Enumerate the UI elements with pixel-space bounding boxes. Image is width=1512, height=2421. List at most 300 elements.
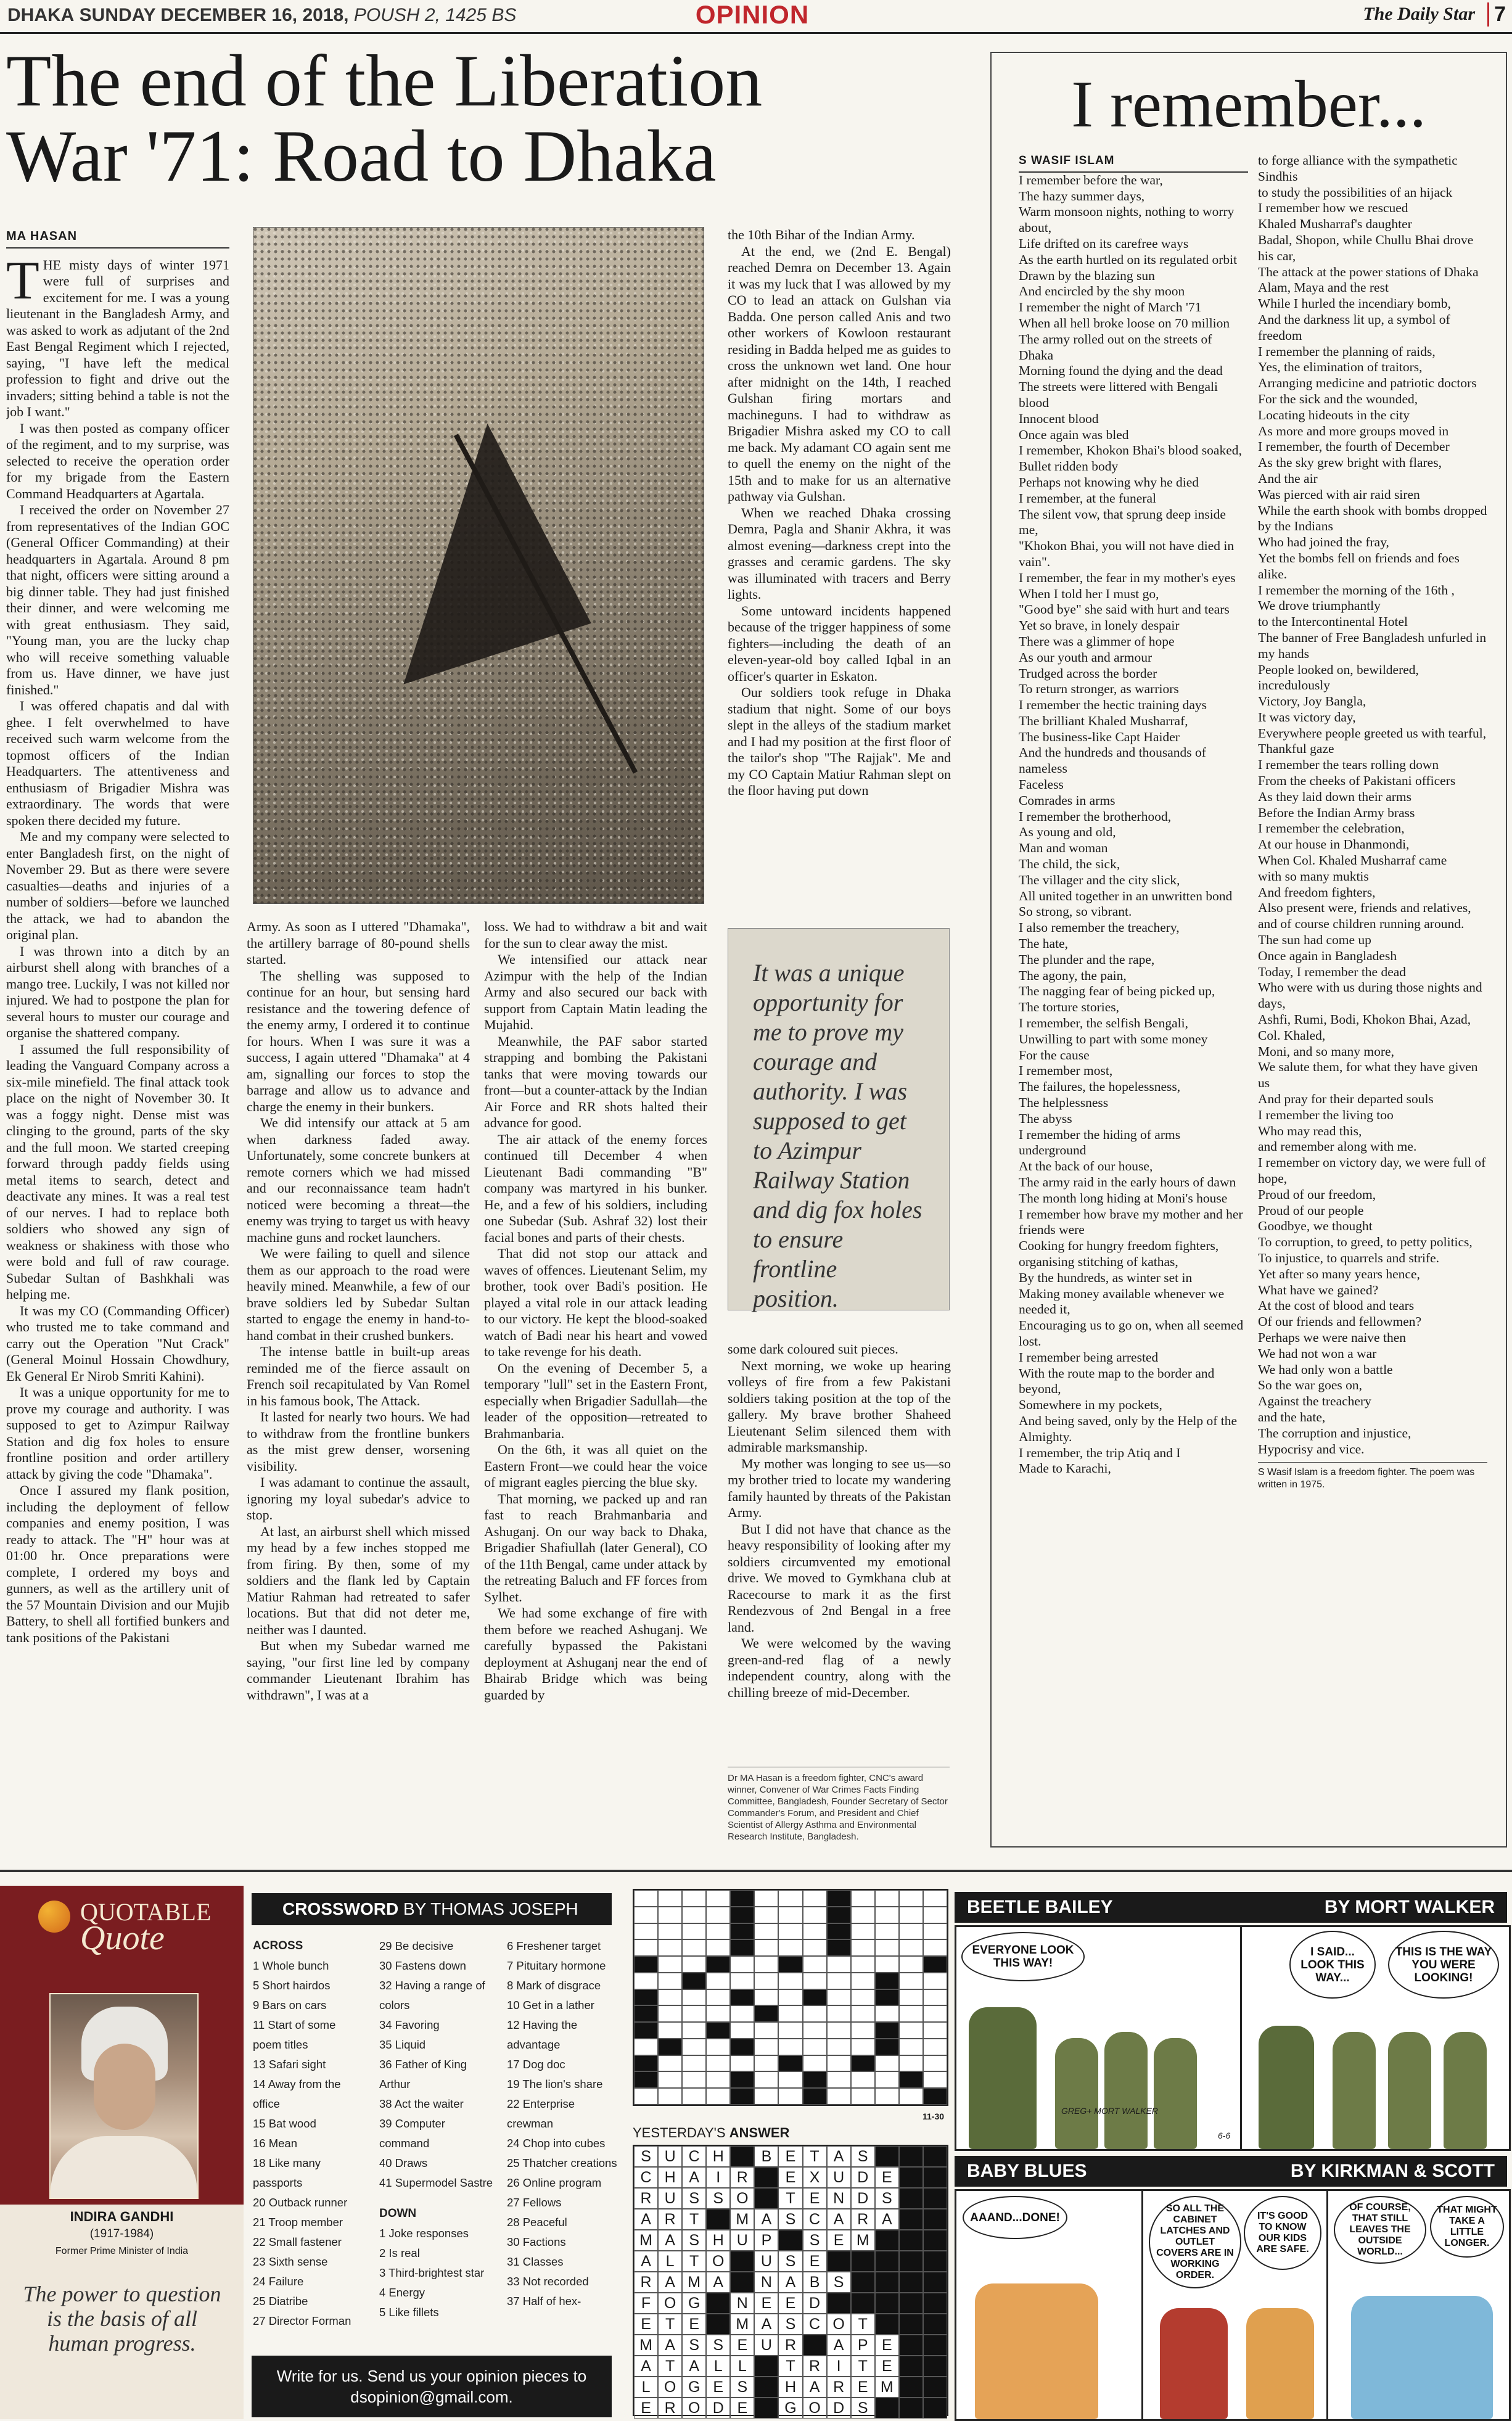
grid-cell[interactable]	[875, 1939, 899, 1956]
grid-cell[interactable]	[754, 1890, 778, 1907]
grid-cell[interactable]	[875, 2055, 899, 2072]
answer-cell	[875, 2398, 899, 2419]
grid-cell[interactable]	[827, 1956, 851, 1973]
grid-cell[interactable]	[754, 2005, 778, 2022]
poem-line: Khaled Musharraf's daughter	[1258, 216, 1412, 232]
grid-cell[interactable]	[875, 2088, 899, 2105]
poem-column-right	[1258, 153, 1487, 1836]
grid-cell[interactable]	[778, 2071, 802, 2088]
answer-cell: O	[827, 2314, 851, 2335]
grid-cell[interactable]	[875, 2005, 899, 2022]
grid-cell[interactable]	[730, 1907, 754, 1923]
grid-cell[interactable]	[754, 1989, 778, 2006]
poem-stanza	[1019, 1350, 1248, 1445]
grid-cell[interactable]	[730, 1989, 754, 2006]
grid-cell[interactable]	[923, 1890, 947, 1907]
grid-cell[interactable]	[851, 1907, 875, 1923]
grid-cell[interactable]	[875, 1956, 899, 1973]
grid-cell[interactable]	[899, 1939, 923, 1956]
grid-cell[interactable]	[682, 1989, 706, 2006]
crossword-grid[interactable]	[633, 1889, 948, 2106]
crossword-clue: 1 Whole bunch	[253, 1959, 329, 1972]
answer-cell: O	[658, 2377, 682, 2398]
poem-line: I remember, Khokon Bhai's blood soaked,	[1019, 443, 1242, 458]
grid-cell[interactable]	[899, 1989, 923, 2006]
crossword-clue: 34 Favoring	[379, 2018, 440, 2031]
grid-cell[interactable]	[682, 2055, 706, 2072]
poem-line: I remember, the fear in my mother's eyes	[1019, 570, 1236, 585]
grid-cell[interactable]	[634, 2039, 658, 2055]
grid-cell[interactable]	[754, 1923, 778, 1940]
grid-cell[interactable]	[923, 1989, 947, 2006]
grid-cell[interactable]	[682, 2022, 706, 2039]
paragraph: It was my CO (Commanding Officer) who trusted me to take command and carry out the Operation "Nut Crack" (General Moinul Hossain Chowdhury, Ek General Er Nirob Smriti Kahini).	[6, 1302, 229, 1384]
grid-cell[interactable]	[899, 1907, 923, 1923]
grid-cell[interactable]	[706, 2039, 730, 2055]
grid-cell[interactable]	[827, 2005, 851, 2022]
grid-cell[interactable]	[730, 2055, 754, 2072]
grid-cell[interactable]	[923, 2022, 947, 2039]
poem-stanza	[1019, 1127, 1248, 1207]
poem-line: We had only won a battle	[1258, 1362, 1393, 1377]
grid-cell[interactable]	[778, 1973, 802, 1989]
grid-cell[interactable]	[851, 2055, 875, 2072]
grid-cell[interactable]	[827, 1939, 851, 1956]
answer-cell: R	[634, 2272, 658, 2293]
grid-cell[interactable]	[706, 2088, 730, 2105]
poem-line: and the hate,	[1258, 1409, 1326, 1424]
grid-cell[interactable]	[803, 2055, 827, 2072]
grid-cell[interactable]	[682, 1907, 706, 1923]
grid-cell[interactable]	[923, 1973, 947, 1989]
grid-cell[interactable]	[875, 2039, 899, 2055]
grid-cell[interactable]	[754, 1973, 778, 1989]
answer-cell: D	[851, 2167, 875, 2188]
crossword-clue: command	[379, 2137, 430, 2150]
grid-cell[interactable]	[827, 1989, 851, 2006]
grid-cell[interactable]	[778, 2055, 802, 2072]
write-for-us-banner: Write for us. Send us your opinion pieces to dsopinion@gmail.com.	[252, 2356, 612, 2417]
grid-cell[interactable]	[899, 2005, 923, 2022]
grid-cell[interactable]	[778, 1923, 802, 1940]
brand-logo: The Daily Star	[1363, 4, 1475, 24]
grid-cell[interactable]	[778, 1907, 802, 1923]
grid-cell[interactable]	[899, 1956, 923, 1973]
grid-cell[interactable]	[634, 1989, 658, 2006]
grid-cell[interactable]	[803, 2088, 827, 2105]
grid-cell[interactable]	[730, 1890, 754, 1907]
grid-cell[interactable]	[682, 1939, 706, 1956]
answer-cell: R	[658, 2209, 682, 2230]
grid-cell[interactable]	[875, 2022, 899, 2039]
grid-cell[interactable]	[923, 2039, 947, 2055]
grid-cell[interactable]	[923, 2088, 947, 2105]
grid-cell[interactable]	[827, 1923, 851, 1940]
grid-cell[interactable]	[706, 1956, 730, 1973]
answer-cell: I	[706, 2167, 730, 2188]
pull-quote: It was a unique opportunity for me to prove my courage and authority. I was supposed to get to Azimpur Railway Station and dig fox holes to ensure frontline position.	[728, 928, 950, 1310]
grid-cell[interactable]	[706, 1890, 730, 1907]
crossword-clue: 5 Like fillets	[379, 2306, 439, 2319]
answer-cell	[851, 2293, 875, 2314]
grid-cell[interactable]	[658, 2071, 682, 2088]
poem-line: Trudged across the border	[1019, 665, 1157, 681]
answer-cell	[899, 2209, 923, 2230]
grid-cell[interactable]	[899, 1923, 923, 1940]
grid-cell[interactable]	[730, 2022, 754, 2039]
grid-cell[interactable]	[634, 1890, 658, 1907]
poem-line: Who may read this,	[1258, 1123, 1362, 1138]
answer-cell	[730, 2146, 754, 2167]
crossword-clue: crewman	[507, 2117, 554, 2130]
grid-cell[interactable]	[827, 2055, 851, 2072]
grid-cell[interactable]	[658, 1923, 682, 1940]
grid-cell[interactable]	[923, 1923, 947, 1940]
grid-cell[interactable]	[634, 1907, 658, 1923]
grid-cell[interactable]	[634, 1973, 658, 1989]
grid-cell[interactable]	[730, 2039, 754, 2055]
grid-cell[interactable]	[875, 2071, 899, 2088]
grid-cell[interactable]	[634, 1956, 658, 1973]
answer-cell: S	[730, 2377, 754, 2398]
beetle-bailey-strip	[955, 1925, 1511, 2151]
grid-cell[interactable]	[851, 2022, 875, 2039]
grid-cell[interactable]	[851, 1956, 875, 1973]
grid-cell[interactable]	[803, 1890, 827, 1907]
grid-cell[interactable]	[634, 2055, 658, 2072]
poem-line: Before the Indian Army brass	[1258, 805, 1415, 820]
grid-cell[interactable]	[682, 2071, 706, 2088]
grid-cell[interactable]	[778, 1890, 802, 1907]
grid-cell[interactable]	[634, 2071, 658, 2088]
grid-cell[interactable]	[851, 1989, 875, 2006]
answer-cell: T	[851, 2356, 875, 2377]
paragraph: HE misty days of winter 1971 were full of surprises and excitement for me. I was a young lieutenant in the Bangladesh Army, and was asked to work as adjutant of the 2nd East Bengal Regiment which I rejected, saying, "I have left the medical profession to fight and drive out the invaders; sitting behind a table is not the job I want."	[6, 257, 229, 419]
answer-cell: R	[827, 2377, 851, 2398]
poem-line: Badal, Shopon, while Chullu Bhai drove his car,	[1258, 232, 1474, 263]
poem-line: to study the possibilities of an hijack	[1258, 184, 1453, 200]
article-column-4-bottom	[728, 1341, 951, 1761]
grid-cell[interactable]	[803, 1907, 827, 1923]
grid-cell[interactable]	[875, 1989, 899, 2006]
poem-stanza	[1019, 1207, 1248, 1350]
crossword-clue: 14 Away from the	[253, 2078, 341, 2090]
grid-cell[interactable]	[658, 1890, 682, 1907]
soldier-figure-5	[1388, 2032, 1431, 2149]
grid-cell[interactable]	[658, 1973, 682, 1989]
answer-cell	[754, 2377, 778, 2398]
poem-line: The hazy summer days,	[1019, 188, 1145, 203]
answer-cell	[923, 2335, 947, 2356]
poem-line: Of our friends and fellowmen?	[1258, 1314, 1422, 1330]
grid-cell[interactable]	[634, 1923, 658, 1940]
grid-cell[interactable]	[658, 1989, 682, 2006]
beetle-bubble-2: I SAID... LOOK THIS WAY...	[1289, 1931, 1376, 1999]
grid-cell[interactable]	[827, 1907, 851, 1923]
grid-cell[interactable]	[730, 2071, 754, 2088]
crossword-clue: 22 Enterprise	[507, 2097, 575, 2110]
answer-cell	[899, 2377, 923, 2398]
crossword-clue: passports	[253, 2176, 303, 2189]
grid-cell[interactable]	[899, 2088, 923, 2105]
crossword-clue: 20 Outback runner	[253, 2196, 348, 2209]
grid-cell[interactable]	[658, 2055, 682, 2072]
paragraph: But I did not have that chance as the heavy responsibility of looking after my soldiers circumvented my emotional drive. We moved to Gymkhana club at Racecourse to mark it as the first Rendezvous of 2nd Bengal in a free land.	[728, 1521, 951, 1635]
grid-cell[interactable]	[875, 1973, 899, 1989]
soldier-figure-3	[1154, 2038, 1197, 2149]
answer-cell	[899, 2230, 923, 2251]
grid-cell[interactable]	[875, 1923, 899, 1940]
grid-cell[interactable]	[634, 1939, 658, 1956]
grid-cell[interactable]	[754, 1956, 778, 1973]
answer-cell: B	[803, 2272, 827, 2293]
grid-cell[interactable]	[658, 2088, 682, 2105]
grid-cell[interactable]	[754, 1907, 778, 1923]
answer-cell: A	[827, 2209, 851, 2230]
poem-line: By the hundreds, as winter set in	[1019, 1270, 1193, 1285]
grid-cell[interactable]	[682, 2088, 706, 2105]
grid-cell[interactable]	[899, 1890, 923, 1907]
grid-cell[interactable]	[851, 1890, 875, 1907]
poem-line: and remember along with me.	[1258, 1139, 1417, 1154]
poem-line: With the route map to the border and beyond,	[1019, 1365, 1215, 1397]
grid-cell[interactable]	[899, 2055, 923, 2072]
grid-cell[interactable]	[851, 2005, 875, 2022]
clues-column-3	[507, 1936, 618, 2311]
answer-cell: S	[803, 2230, 827, 2251]
author-note: Dr MA Hasan is a freedom fighter, CNC's award winner, Convener of War Crimes Facts Finding Committee, Bangladesh, Founder Secretary of Sector Commander's Forum, and President and Chief Scientist of Allergy Asthma and Environmental Research Institute, Bangladesh.	[728, 1767, 950, 1843]
answer-cell: T	[682, 2209, 706, 2230]
poem-line: Life drifted on its carefree ways	[1019, 236, 1189, 251]
grid-cell[interactable]	[803, 1989, 827, 2006]
poem-line: Today, I remember the dead	[1258, 964, 1407, 979]
answer-cell: E	[875, 2335, 899, 2356]
grid-cell[interactable]	[706, 1907, 730, 1923]
grid-cell[interactable]	[706, 1973, 730, 1989]
grid-cell[interactable]	[658, 2022, 682, 2039]
grid-cell[interactable]	[827, 2071, 851, 2088]
grid-cell[interactable]	[754, 1939, 778, 1956]
grid-cell[interactable]	[778, 1939, 802, 1956]
poem-line: I remember the living too	[1258, 1107, 1394, 1122]
grid-cell[interactable]	[730, 2005, 754, 2022]
grid-cell[interactable]	[923, 1956, 947, 1973]
grid-cell[interactable]	[706, 2055, 730, 2072]
grid-cell[interactable]	[730, 1923, 754, 1940]
grid-cell[interactable]	[754, 2022, 778, 2039]
grid-cell[interactable]	[803, 2022, 827, 2039]
answer-cell: E	[875, 2167, 899, 2188]
grid-cell[interactable]	[706, 2005, 730, 2022]
crossword-clue: 21 Troop member	[253, 2216, 343, 2229]
poem-line: At our house in Dhanmondi,	[1258, 837, 1410, 852]
grid-cell[interactable]	[851, 2071, 875, 2088]
grid-cell[interactable]	[827, 1973, 851, 1989]
poem-line: Once again in Bangladesh	[1258, 948, 1397, 963]
baby-blues-strip	[955, 2189, 1511, 2421]
grid-cell[interactable]	[634, 2088, 658, 2105]
grid-cell[interactable]	[803, 1939, 827, 1956]
poem-line: Bullet ridden body	[1019, 459, 1119, 474]
grid-cell[interactable]	[899, 2071, 923, 2088]
grid-cell[interactable]	[923, 1939, 947, 1956]
poem-line: Proud of our people	[1258, 1202, 1364, 1218]
answer-cell	[923, 2167, 947, 2188]
crossword-clue: 18 Like many	[253, 2156, 321, 2169]
answer-cell	[754, 2188, 778, 2209]
crossword-clue: 30 Fastens down	[379, 1959, 466, 1972]
grid-cell[interactable]	[682, 1956, 706, 1973]
blues-bubble-2: SO ALL THE CABINET LATCHES AND OUTLET COVERS ARE IN WORKING ORDER.	[1149, 2196, 1241, 2288]
answer-cell: S	[778, 2251, 802, 2272]
grid-cell[interactable]	[658, 1939, 682, 1956]
grid-cell[interactable]	[803, 1923, 827, 1940]
crossword-clue: office	[253, 2097, 280, 2110]
poem-line: All united together in an unwritten bond	[1019, 888, 1233, 903]
grid-cell[interactable]	[730, 1939, 754, 1956]
grid-cell[interactable]	[803, 1973, 827, 1989]
poem-line: Perhaps not knowing why he died	[1019, 474, 1199, 490]
grid-cell[interactable]	[827, 1890, 851, 1907]
answer-cell: T	[851, 2314, 875, 2335]
grid-cell[interactable]	[827, 2088, 851, 2105]
grid-cell[interactable]	[754, 2088, 778, 2105]
grid-cell[interactable]	[634, 2005, 658, 2022]
crossword-clue: 13 Safari sight	[253, 2058, 326, 2071]
grid-cell[interactable]	[803, 2005, 827, 2022]
answer-cell: L	[634, 2377, 658, 2398]
grid-cell[interactable]	[778, 2039, 802, 2055]
grid-cell[interactable]	[778, 2022, 802, 2039]
grid-cell[interactable]	[923, 2071, 947, 2088]
answer-cell	[899, 2146, 923, 2167]
grid-cell[interactable]	[851, 1973, 875, 1989]
grid-cell[interactable]	[899, 2039, 923, 2055]
grid-cell[interactable]	[851, 1939, 875, 1956]
poem-line: organising stitching of kathas,	[1019, 1254, 1178, 1269]
grid-cell[interactable]	[730, 2088, 754, 2105]
grid-cell[interactable]	[803, 1956, 827, 1973]
poem-line: Alam, Maya and the rest	[1258, 280, 1389, 295]
grid-cell[interactable]	[706, 2022, 730, 2039]
grid-cell[interactable]	[730, 1973, 754, 1989]
grid-cell[interactable]	[778, 2088, 802, 2105]
grid-cell[interactable]	[875, 1890, 899, 1907]
answer-cell: A	[658, 2230, 682, 2251]
paragraph: The shelling was supposed to continue for an hour, but sensing hard resistance and the towering defence of the enemy army, I ordered it to continue for hours. When I was sure it was a success, I again uttered "Dhamaka" at 4 am, signalling our forces to stop the barrage and allow us to advance and charge the enemy in their bunkers.	[247, 968, 470, 1114]
grid-cell[interactable]	[682, 1973, 706, 1989]
crossword-clue: 30 Factions	[507, 2235, 566, 2248]
grid-cell[interactable]	[730, 1956, 754, 1973]
crossword-clue: 27 Fellows	[507, 2196, 562, 2209]
paragraph: Some untoward incidents happened because of the trigger happiness of some fighters—including the death of an eleven-year-old boy called Iqbal in an officer's quarter in Eskaton.	[728, 602, 951, 684]
paragraph: We had some exchange of fire with them before we reached Ashuganj. We carefully bypassed the Pakistani deployment at Ashuganj near the end of Bhairab Bridge which was being guarded by	[484, 1605, 707, 1703]
grid-cell[interactable]	[827, 2039, 851, 2055]
poem-line: It was victory day,	[1258, 709, 1356, 725]
grid-cell[interactable]	[682, 1923, 706, 1940]
crossword-clue: 40 Draws	[379, 2156, 428, 2169]
grid-cell[interactable]	[778, 1989, 802, 2006]
grid-cell[interactable]	[827, 2022, 851, 2039]
paragraph: Me and my company were selected to enter Bangladesh first, on the night of November 29. But as there were severe casualties—deaths and injuries of a number of soldiers—before we launched the attack, we had to abandon the original plan.	[6, 829, 229, 942]
article-column-2	[247, 919, 470, 1847]
grid-cell[interactable]	[706, 1923, 730, 1940]
answer-cell: A	[754, 2314, 778, 2335]
answer-cell: G	[778, 2398, 802, 2419]
grid-cell[interactable]	[658, 2039, 682, 2055]
answer-cell: H	[706, 2230, 730, 2251]
poem-line: At the back of our house,	[1019, 1159, 1153, 1174]
grid-cell[interactable]	[851, 1923, 875, 1940]
grid-cell[interactable]	[875, 1907, 899, 1923]
poem-stanza	[1019, 443, 1248, 570]
crossword-clue: 17 Dog doc	[507, 2058, 565, 2071]
poem-line: The month long hiding at Moni's house	[1019, 1190, 1228, 1206]
grid-cell[interactable]	[923, 1907, 947, 1923]
poem-line: As the sky grew bright with flares,	[1258, 455, 1442, 471]
grid-cell[interactable]	[899, 2022, 923, 2039]
grid-cell[interactable]	[682, 2039, 706, 2055]
grid-cell[interactable]	[754, 2071, 778, 2088]
crossword-clue: 25 Diatribe	[253, 2295, 308, 2308]
crossword-clue: 41 Supermodel Sastre	[379, 2176, 493, 2189]
answer-cell: U	[754, 2335, 778, 2356]
poem-stanza	[1019, 570, 1248, 697]
grid-cell[interactable]	[658, 1907, 682, 1923]
grid-cell[interactable]	[851, 2039, 875, 2055]
poem-line: So the war goes on,	[1258, 1378, 1362, 1393]
grid-cell[interactable]	[923, 2055, 947, 2072]
grid-cell[interactable]	[803, 2039, 827, 2055]
poem-stanza	[1258, 200, 1487, 343]
crossword-clue: 2 Is real	[379, 2246, 420, 2259]
crossword-clue: 38 Act the waiter	[379, 2097, 464, 2110]
grid-cell[interactable]	[658, 1956, 682, 1973]
answer-cell: T	[778, 2188, 802, 2209]
crossword-clue: 15 Bat wood	[253, 2117, 316, 2130]
answer-cell: H	[658, 2167, 682, 2188]
grid-cell[interactable]	[706, 1989, 730, 2006]
grid-cell[interactable]	[634, 2022, 658, 2039]
grid-cell[interactable]	[778, 1956, 802, 1973]
beetle-bubble-1: EVERYONE LOOK THIS WAY!	[961, 1932, 1085, 1981]
poem-line: Everywhere people greeted us with tearful,	[1258, 725, 1487, 741]
grid-cell[interactable]	[803, 2071, 827, 2088]
grid-cell[interactable]	[851, 2088, 875, 2105]
grid-cell[interactable]	[682, 2005, 706, 2022]
grid-cell[interactable]	[754, 2039, 778, 2055]
poem-line: I remember the hectic training days	[1019, 697, 1207, 713]
grid-cell[interactable]	[706, 2071, 730, 2088]
grid-cell[interactable]	[899, 1973, 923, 1989]
poem-line: I remember being arrested	[1019, 1349, 1159, 1365]
grid-cell[interactable]	[658, 2005, 682, 2022]
answer-cell: G	[682, 2377, 706, 2398]
poem-line: We had not won a war	[1258, 1346, 1377, 1361]
grid-cell[interactable]	[923, 2005, 947, 2022]
answer-cell	[923, 2272, 947, 2293]
grid-cell[interactable]	[706, 1939, 730, 1956]
poem-line: Perhaps we were naive then	[1258, 1330, 1406, 1345]
grid-cell[interactable]	[754, 2055, 778, 2072]
crossword-clue: 22 Small fastener	[253, 2235, 342, 2248]
grid-cell[interactable]	[778, 2005, 802, 2022]
answer-cell: U	[658, 2146, 682, 2167]
answer-cell	[851, 2251, 875, 2272]
poem-line: The business-like Capt Haider	[1019, 729, 1180, 744]
grid-cell[interactable]	[682, 1890, 706, 1907]
crossword-clue: colors	[379, 1999, 410, 2012]
